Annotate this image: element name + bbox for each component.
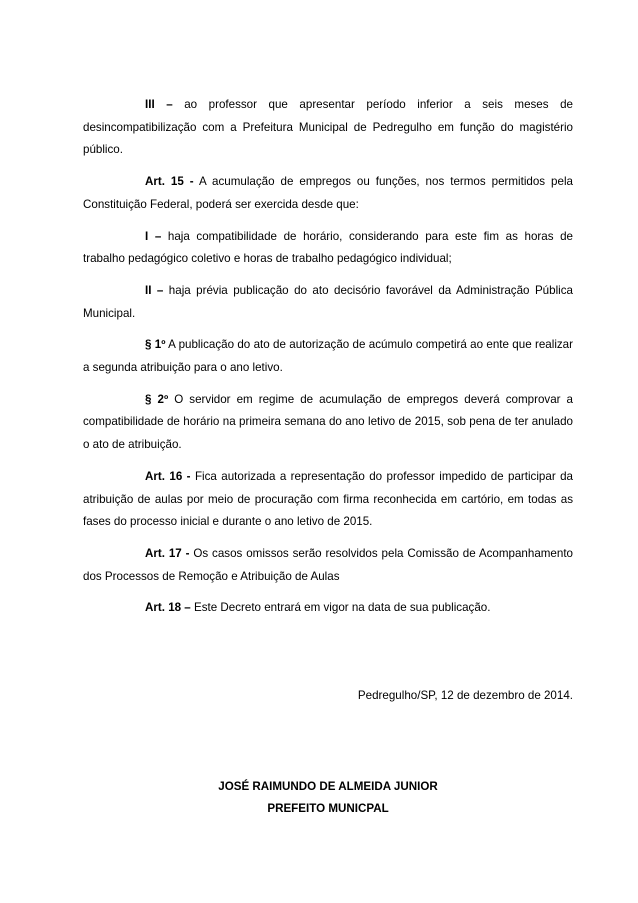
paragraph-lead: § 1º (145, 338, 166, 352)
paragraph-text: Fica autorizada a representação do professor impedido de participar da atribuição de aulas por meio de procuração com firma reconhecida em cartório, em todas as fases do processo inicial e durante o ano letivo de 2015. (83, 469, 573, 529)
paragraph-text: Os casos omissos serão resolvidos pela Comissão de Acompanhamento dos Processos de Remoção e Atribuição de Aulas (83, 546, 574, 583)
paragraph-inciso-ii (83, 280, 573, 325)
paragraph-text: haja prévia publicação do ato decisório favorável da Administração Pública Municipal. (83, 283, 573, 320)
paragraph-text: O servidor em regime de acumulação de empregos deverá comprovar a compatibilidade de horário na primeira semana do ano letivo de 2015, sob pena de ter anulado o ato de atribuição. (83, 392, 573, 452)
paragraph-lead: II – (145, 283, 164, 297)
paragraph-lead: I – (145, 229, 162, 243)
paragraph-lead: Art. 15 - (145, 175, 194, 189)
signatory-name: JOSÉ RAIMUNDO DE ALMEIDA JUNIOR (218, 779, 438, 793)
document-page (83, 94, 573, 820)
spacer (83, 629, 573, 685)
signatory-title: PREFEITO MUNICPAL (267, 801, 389, 815)
paragraph-lead: III – (145, 98, 173, 111)
paragraph-text: A acumulação de empregos ou funções, nos termos permitidos pela Constituição Federal, poderá ser exercida desde que: (83, 175, 573, 211)
paragraph-inciso-iii (83, 94, 573, 162)
date-line: Pedregulho/SP, 12 de dezembro de 2014. (357, 689, 573, 703)
paragraph-par-2 (83, 389, 573, 457)
paragraph-text: Este Decreto entrará em vigor na data de sua publicação. (190, 601, 491, 615)
paragraph-inciso-i (83, 226, 573, 271)
paragraph-lead: § 2º (145, 392, 169, 406)
paragraph-text: haja compatibilidade de horário, considerando para este fim as horas de trabalho pedagógico coletivo e horas de trabalho pedagógico individual; (83, 229, 573, 266)
paragraph-art-16 (83, 466, 573, 534)
paragraph-art-18 (83, 597, 573, 620)
paragraph-art-15 (83, 171, 573, 216)
paragraph-lead: Art. 17 - (145, 546, 190, 560)
paragraph-lead: Art. 16 - (145, 469, 191, 483)
paragraph-art-17 (83, 543, 573, 588)
paragraph-text: ao professor que apresentar período inferior a seis meses de desincompatibilização com a Prefeitura Municipal de Pedregulho em função do magistério público. (83, 98, 573, 157)
paragraph-lead: Art. 18 – (145, 601, 191, 615)
paragraph-par-1 (83, 334, 573, 379)
spacer (83, 708, 573, 776)
paragraph-text: A publicação do ato de autorização de acúmulo competirá ao ente que realizar a segunda atribuição para o ano letivo. (83, 338, 573, 375)
